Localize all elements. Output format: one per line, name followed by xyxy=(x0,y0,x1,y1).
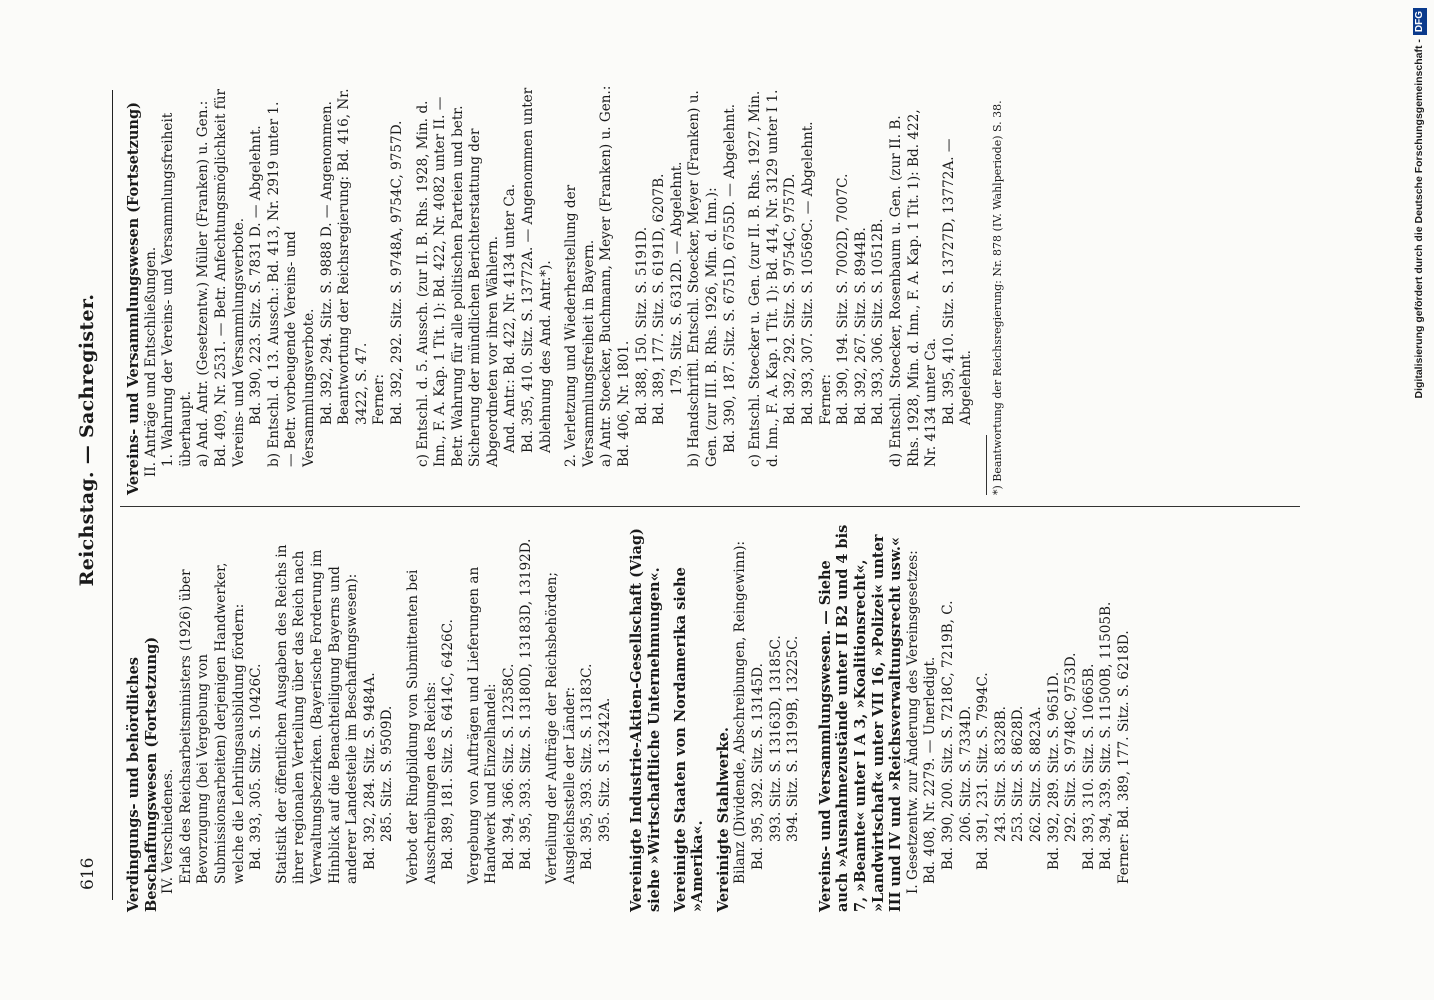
left-column xyxy=(125,516,1133,912)
page-number: 616 xyxy=(78,857,98,890)
entry-line: 394. Sitz. S. 13199B, 13225C. xyxy=(785,635,802,842)
entry-line: Beantwortung der Reichsregierung: Bd. 416, Nr. 3422, S. 47. xyxy=(336,88,370,425)
entry-line: 1. Wahrung der Vereins- und Versammlungsfreiheit überhaupt. xyxy=(160,112,194,467)
sidebar-credit xyxy=(1410,8,1428,992)
entry-line: 393. Sitz. S. 13163D, 13185C. xyxy=(767,635,784,842)
footnote-rule xyxy=(986,435,987,495)
sidebar-credit-text: Digitalisierung gefördert durch die Deutsche Forschungsgemeinschaft - xyxy=(1413,39,1425,399)
spacer xyxy=(266,516,274,912)
entry-line: Bd. 393, 305. Sitz. S. 10426C. xyxy=(248,663,265,870)
entry-line: Bd. 395, 393. Sitz. S. 13180D, 13183D, 13192D. xyxy=(518,538,535,870)
entry-line: 285. Sitz. S. 9509D. xyxy=(379,705,396,842)
entry-line: Bd. 393, 307. Sitz. S. 10569C. — Abgelehnt. xyxy=(799,121,816,425)
spacer xyxy=(664,516,672,912)
entry-line: a) And. Antr. (Gesetzentw.) Müller (Franken) u. Gen.: Bd. 409, Nr. 2531. — Betr. Anfechtungsmöglichkeit für Vereins- und Versammlungsverbote. xyxy=(195,89,247,467)
entry-line: Bd. 390, 194. Sitz. S. 7002D, 7007C. xyxy=(835,173,852,425)
entry-line: IV. Verschiedenes. xyxy=(160,768,177,894)
entry-line: Bd. 393, 310. Sitz. S. 10665B. xyxy=(1080,663,1097,870)
spacer xyxy=(407,85,415,495)
spacer xyxy=(397,516,405,912)
running-head: Reichstag. — Sachregister. xyxy=(76,293,98,587)
entry-line: Bd. 393, 306. Sitz. S. 10512B. xyxy=(870,218,887,425)
entry-line: Erlaß des Reichsarbeitsministers (1926) über Bevorzugung (bei Vergebung von Submissionsarbeiten) derjenigen Handwerker, welche die Lehrlingsausbildung fördern: xyxy=(177,562,247,884)
entry-line: Bd. 395, 410. Sitz. S. 13727D, 13772A. — Abgelehnt. xyxy=(940,138,975,425)
entry-line: 2. Verletzung und Wiederherstellung der Versammlungsfreiheit in Bayern. xyxy=(563,184,597,467)
header-rule xyxy=(112,90,113,900)
entry-line: Bd. 392, 294. Sitz. S. 9888 D. — Angenommen. xyxy=(318,101,335,425)
entry-line: a) Antr. Stoecker, Buchmann, Meyer (Franken) u. Gen.: Bd. 406, Nr. 1801. xyxy=(598,85,633,467)
entry-line: Bd. 392, 292. Sitz. S. 9754C, 9757D. xyxy=(782,173,799,425)
entry-line: Bd. 392, 267. Sitz. S. 8944B. xyxy=(852,227,869,425)
entry-heading: Vereinigte Industrie-Aktien-Gesellschaft (Viag) siehe »Wirtschaftliche Unternehmungen«. xyxy=(628,528,664,912)
entry-line: Bd. 389, 181. Sitz. S. 6414C, 6426C. xyxy=(440,619,457,870)
entry-line: Bd. 395, 410. Sitz. S. 13772A. — Angenommen unter Ablehnung des And. Antr.*). xyxy=(520,87,554,453)
entry-heading: Vereinigte Stahlwerke. xyxy=(714,727,732,912)
digitization-sidebar xyxy=(1410,8,1428,992)
spacer xyxy=(458,516,466,912)
entry-heading: Verdingungs- und behördliches Beschaffungswesen (Fortsetzung) xyxy=(125,636,160,912)
entry-line: Verbot der Ringbildung von Submittenten bei Ausschreibungen des Reichs: xyxy=(404,569,439,884)
entry-heading: Vereinigte Staaten von Nordamerika siehe »Amerika«. xyxy=(671,567,707,912)
footnote: *) Beantwortung der Reichsregierung: Nr. 878 (IV. Wahlperiode) S. 38. xyxy=(990,100,1004,495)
spacer xyxy=(555,85,563,495)
entry-line: Bd. 392, 284. Sitz. S. 9484A. xyxy=(361,672,378,870)
entry-line: Bd. 392, 289. Sitz. S. 9651D. xyxy=(1045,671,1062,870)
spacer xyxy=(707,516,715,912)
entry-line: Vergebung von Aufträgen und Lieferungen an Handwerk und Einzelhandel: xyxy=(465,566,500,884)
dfg-logo: DFG xyxy=(1413,8,1427,35)
entry-line: Bd. 388, 150. Sitz. S. 5191D. xyxy=(633,226,650,425)
entry-line: Bilanz (Dividende, Abschreibungen, Reingewinn): xyxy=(732,540,749,884)
entry-line: 292. Sitz. S. 9748C, 9753D. xyxy=(1063,652,1080,842)
entry-line: Bd. 395, 393. Sitz. S. 13183C. xyxy=(579,663,596,870)
entry-heading: Vereins- und Versammlungswesen. — Siehe auch »Ausnahmezustände unter II B2 und 4 bis 7, »Beamte« unter I A 3, »Koalitionsrecht«, »Landwirtschaft« unter VII 16, »Polizei« unter III und IV und »Reichsverwaltungsrecht usw.« xyxy=(816,524,905,912)
entry-line: I. Gesetzentw. zur Änderung des Vereinsgesetzes: xyxy=(904,550,921,894)
spacer xyxy=(803,516,817,912)
entry-line: 253. Sitz. S. 8628D. xyxy=(1010,705,1027,842)
entry-line: 179. Sitz. S. 6312D. — Abgelehnt. xyxy=(668,161,685,395)
entry-line: Statistik der öffentlichen Ausgaben des Reichs in ihrer regionalen Verteilung über das Reich nach Verwaltungsbezirken. (Bayerische Forderung im Hinblick auf die Benachteiligung Bayerns und anderer Landesteile im Beschaffungswesen): xyxy=(273,544,361,884)
entry-line: Ferner: xyxy=(817,373,834,425)
entry-line: 243. Sitz. S. 8328B. xyxy=(992,706,1009,842)
entry-line: II. Anträge und Entschließungen. xyxy=(142,246,159,477)
entry-line: Ferner: xyxy=(371,373,388,425)
entry-line: c) Entschl. Stoecker u. Gen. (zur II. B. Rhs. 1927, Min. d. Inn., F. A. Kap. 1 Tit. 1): Bd. 414, Nr. 3129 unter I 1. xyxy=(747,89,781,467)
entry-line: Verteilung der Aufträge der Reichsbehörden; Ausgleichsstelle der Länder: xyxy=(544,572,578,884)
entry-line: b) Handschriftl. Entschl. Stoecker, Meyer (Franken) u. Gen. (zur III. B. Rhs. 1926, Min. d. Inn.): xyxy=(686,90,720,467)
entry-line: Bd. 390, 200. Sitz. S. 7218C, 7219B, C. xyxy=(939,600,956,870)
entry-line: Bd. 394, 339. Sitz. S. 11500B, 11505B. xyxy=(1098,601,1115,870)
entry-line: Bd. 390, 187. Sitz. S. 6751D, 6755D. — Abgelehnt. xyxy=(721,103,738,453)
entry-line: 395. Sitz. S. 13242A. xyxy=(596,697,613,842)
right-column xyxy=(125,85,1005,495)
entry-line: Bd. 390, 223. Sitz. S. 7831 D. — Abgelehnt. xyxy=(248,125,265,425)
entry-line: b) Entschl. d. 13. Aussch.: Bd. 413, Nr. 2919 unter 1. — Betr. vorbeugende Vereins- und Versammlungsverbote. xyxy=(265,101,317,467)
spacer xyxy=(536,516,544,912)
entry-line: d) Entschl. Stoecker, Rosenbaum u. Gen. (zur II. B. Rhs. 1928, Min. d. Inn., F. A. Kap. 1 Tit. 1): Bd. 422, Nr. 4134 unter Ca. xyxy=(887,109,940,467)
entry-line: 262. Sitz. S. 8823A. xyxy=(1027,706,1044,842)
column-divider xyxy=(120,506,1300,507)
entry-line: Bd. 389, 177. Sitz. S. 6191D, 6207B. xyxy=(651,173,668,425)
entry-line: Bd. 408, Nr. 2279. — Unerledigt. xyxy=(922,656,939,884)
spacer xyxy=(614,516,628,912)
spacer xyxy=(739,85,747,495)
entry-line: Bd. 391, 231. Sitz. S. 7994C. xyxy=(975,672,992,870)
entry-line: Bd. 395, 392. Sitz. S. 13145D. xyxy=(750,663,766,870)
entry-line: c) Entschl. d. 5. Aussch. (zur II. B. Rhs. 1928, Min. d. Inn., F. A. Kap. 1 Tit. 1): Bd. 422, Nr. 4082 unter II. — Betr. Wahrung für alle politischen Parteien und betr. Sicherung der mündlichen Berichterstattung der Abgeordneten vor ihren Wählern. xyxy=(414,96,501,467)
entry-line: Bd. 392, 292. Sitz. S. 9748A, 9754C, 9757D. xyxy=(388,120,405,425)
entry-line: Bd. 394, 366. Sitz. S. 12358C. xyxy=(500,663,517,870)
entry-line: And. Antr.: Bd. 422, Nr. 4134 unter Ca. xyxy=(502,183,519,453)
entry-line: 206. Sitz. S. 7334D. xyxy=(957,705,974,842)
entry-line: Ferner: Bd. 389, 177. Sitz. S. 6218D. xyxy=(1115,630,1132,884)
entry-heading: Vereins- und Versammlungswesen (Fortsetzung) xyxy=(125,102,142,495)
